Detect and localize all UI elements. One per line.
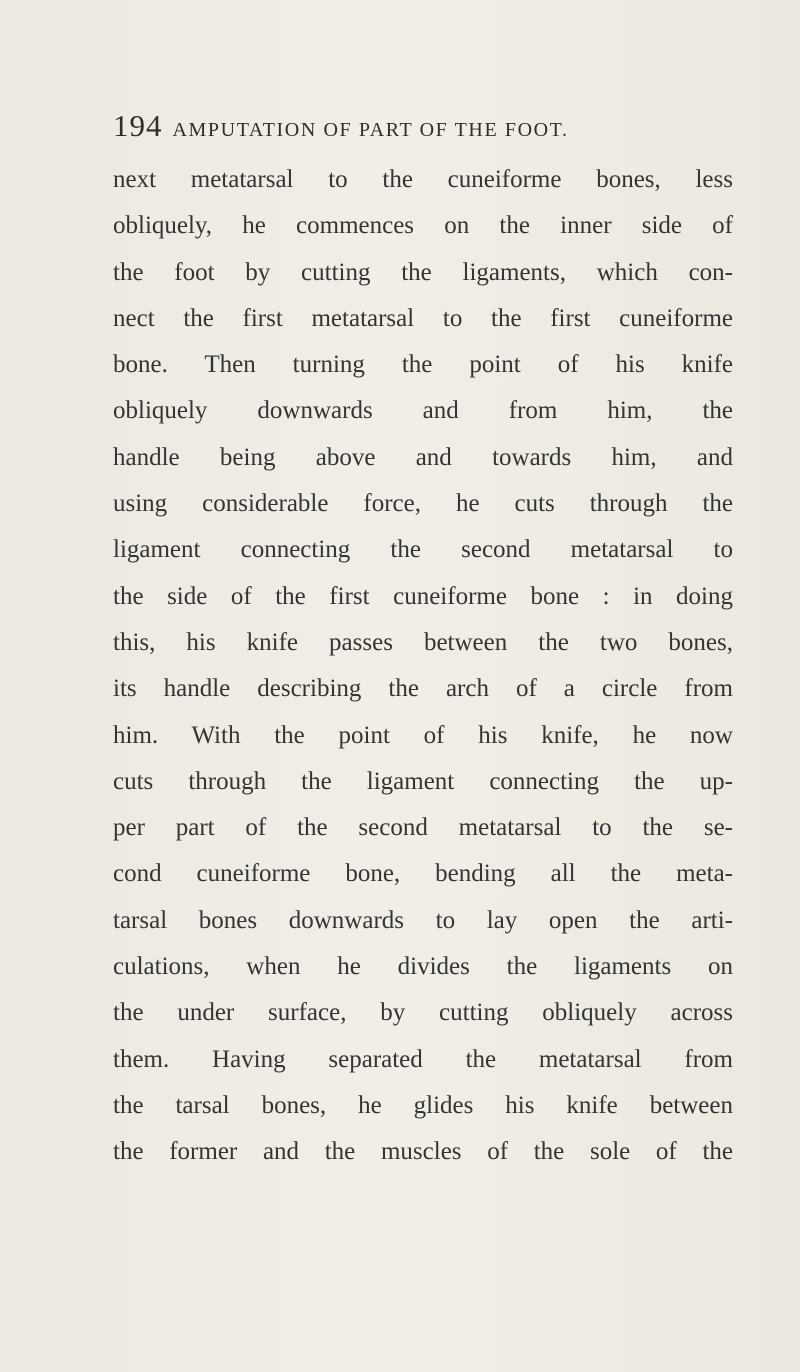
text-line: per part of the second metatarsal to the se- <box>113 814 733 842</box>
text-line: handle being above and towards him, and <box>113 443 733 471</box>
text-line: the under surface, by cutting obliquely across <box>113 999 733 1027</box>
body-text <box>113 157 733 1176</box>
text-line: them. Having separated the metatarsal from <box>113 1045 733 1073</box>
text-line: next metatarsal to the cuneiforme bones, less <box>113 166 733 193</box>
text-line: obliquely, he commences on the inner side of <box>113 212 733 240</box>
text-line: using considerable force, he cuts through the <box>113 490 733 518</box>
text-line: its handle describing the arch of a circle from <box>113 675 733 703</box>
page-number: 194 <box>113 108 163 143</box>
text-line: culations, when he divides the ligaments on <box>113 953 733 981</box>
running-title: AMPUTATION OF PART OF THE FOOT. <box>172 119 569 141</box>
text-line: cuts through the ligament connecting the up- <box>113 767 733 795</box>
text-line: cond cuneiforme bone, bending all the meta- <box>113 860 733 888</box>
running-head <box>113 108 733 148</box>
text-line: obliquely downwards and from him, the <box>113 397 733 425</box>
text-line: the side of the first cuneiforme bone : in doing <box>113 582 733 610</box>
text-line: him. With the point of his knife, he now <box>113 721 733 749</box>
text-line: the former and the muscles of the sole of the <box>113 1138 733 1166</box>
text-line: bone. Then turning the point of his knife <box>113 351 733 379</box>
text-line: the foot by cutting the ligaments, which con- <box>113 258 733 286</box>
text-line: the tarsal bones, he glides his knife between <box>113 1091 733 1119</box>
text-line: tarsal bones downwards to lay open the arti- <box>113 906 733 934</box>
text-line: this, his knife passes between the two bones, <box>113 628 733 656</box>
text-line: nect the first metatarsal to the first cuneiforme <box>113 304 733 332</box>
text-line: ligament connecting the second metatarsal to <box>113 536 733 564</box>
